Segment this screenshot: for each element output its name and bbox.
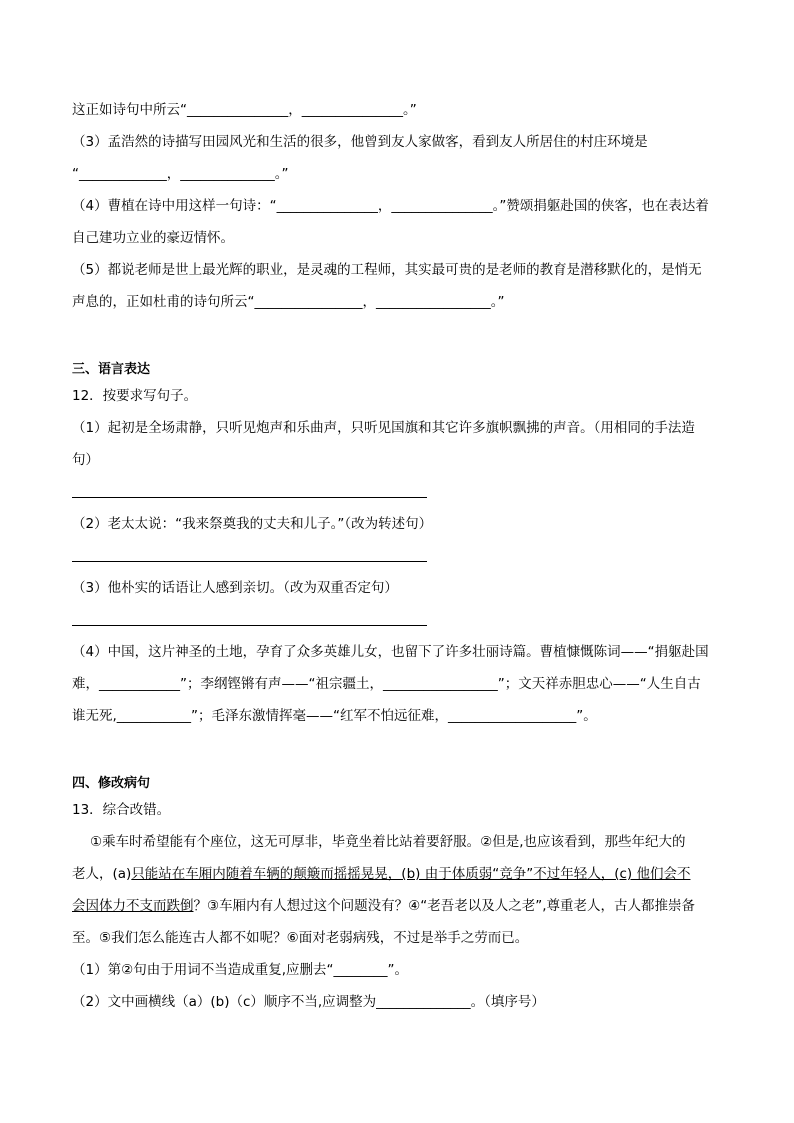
q12-part3: （3）他朴实的话语让人感到亲切。（改为双重否定句）	[72, 580, 398, 596]
line-3: “_____________，______________。”	[72, 166, 289, 182]
q13-part1: （1）第②句由于用词不当造成重复,应删去“________”。	[72, 962, 408, 978]
passage-line-4: 至。⑤我们怎么能连古人都不如呢？⑥面对老弱病残，不过是举手之劳而已。	[72, 930, 529, 946]
passage-line-2	[72, 864, 690, 884]
line-4: （4）曹植在诗中用这样一句诗：“_______________，_______________。”赞颂捐躯赴国的侠客，也在表达着	[72, 198, 709, 214]
section-heading-4: 四、修改病句	[72, 776, 151, 791]
question-12: 12．按要求写句子。	[72, 388, 198, 404]
q12-part2: （2）老太太说：“我来祭奠我的丈夫和儿子。”（改为转述句）	[72, 516, 433, 532]
line-5: 自己建功立业的豪迈情怀。	[72, 230, 234, 246]
underlined-clause-end: 会因体力不支而跌倒	[72, 898, 194, 914]
section-heading-3: 三、语言表达	[72, 362, 151, 377]
underlined-clause-abc: 只能站在车厢内随着车辆的颠簸而摇摇晃晃，(b) 由于体质弱“竞争”不过年轻人，(c) 他们会不	[131, 866, 691, 882]
q12-part4-line1: （4）中国，这片神圣的土地，孕育了众多英雄儿女，也留下了许多壮丽诗篇。曹植慷慨陈词——“捐躯赴国	[72, 644, 709, 660]
passage-line-1: ①乘车时希望能有个座位，这无可厚非，毕竟坐着比站着要舒服。②但是,也应该看到，那些年纪大的	[90, 834, 686, 850]
q12-part1-line1: （1）起初是全场肃静，只听见炮声和乐曲声，只听见国旗和其它许多旗帜飘拂的声音。（用相同的手法造	[72, 420, 695, 436]
q12-part1-line2: 句）	[72, 452, 99, 468]
q13-part2: （2）文中画横线（a）(b)（c）顺序不当,应调整为______________。（填序号）	[72, 994, 545, 1010]
passage-line-3	[72, 896, 695, 916]
answer-line-2	[72, 561, 427, 562]
question-13: 13．综合改错。	[72, 802, 171, 818]
line-2: （3）孟浩然的诗描写田园风光和生活的很多，他曾到友人家做客，看到友人所居住的村庄环境是	[72, 134, 648, 150]
passage-line-2-prefix: 老人，(a)	[72, 866, 132, 882]
line-7: 声息的，正如杜甫的诗句所云“________________，_________________。”	[72, 294, 505, 310]
line-6: （5）都说老师是世上最光辉的职业，是灵魂的工程师，其实最可贵的是老师的教育是潜移默化的，是悄无	[72, 262, 702, 278]
passage-line-3-rest: ？③车厢内有人想过这个问题没有？④“老吾老以及人之老”,尊重老人，古人都推崇备	[193, 898, 695, 914]
line-1: 这正如诗句中所云“_______________，_______________。”	[72, 102, 417, 118]
answer-line-1	[72, 497, 427, 498]
answer-line-3	[72, 625, 427, 626]
q12-part4-line3: 谁无死,___________”；毛泽东激情挥毫——“红军不怕远征难，___________________”。	[72, 708, 597, 724]
q12-part4-line2: 难，____________”；李纲铿锵有声——“祖宗疆土，_________________”；文天祥赤胆忠心——“人生自古	[72, 676, 701, 692]
